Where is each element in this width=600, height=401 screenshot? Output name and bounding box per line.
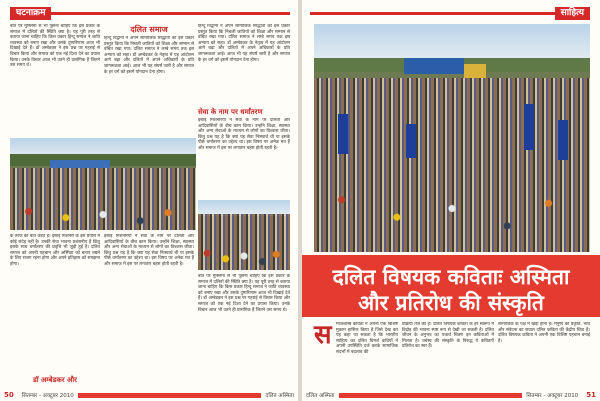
- section-tag-left: घटनाक्रम: [10, 7, 51, 20]
- right-body-col2-paragraph: प्रक्रिया तेज की है। दलित विषयक कविता के हर स्वरूप में विद्रोह की भावना स्पष्ट रूप से देखी जा सकती है। दलित जीवन के अनुभव का यथार्थ चित्रण इन कविताओं में मिलता है। वर्चस्व की संस्कृति के विरुद्ध ये कविताएँ प्रतिरोध का स्वर हैं।: [402, 322, 494, 350]
- footer-issue-right: सितम्बर - अक्टूबर 2010: [526, 393, 579, 399]
- rally-crowd-photo-left: [10, 138, 196, 230]
- left-col3-text: [198, 118, 290, 198]
- heading-seva-dharmantaran: सेवा के नाम पर धर्मांतरण: [198, 108, 263, 116]
- left-col3-paragraph: ईसाई मिशनरियों ने सेवा के नाम पर दलितों और आदिवासियों के बीच काम किया। उन्होंने शिक्षा, स्वास्थ्य और अन्य सेवाओं के माध्यम से लोगों का विश्वास जीता। किंतु प्रश्न यह है कि क्या यह सेवा निःस्वार्थ थी या इसके पीछे धर्मांतरण का उद्देश्य था। इस विषय पर अनेक मत हैं और समाज में इस पर लगातार बहस होती रहती है।: [198, 118, 290, 151]
- footer-issue-left: सितम्बर - अक्टूबर 2010: [21, 393, 74, 399]
- left-col1-paragraph: बात पर मुस्लिमों से भी पूछना चाहिए कि इस प्रकार के समाज में दलितों की स्थिति क्या है। यह पूरी तरह से बताया जाना चाहिए कि किस प्रकार हिन्दू समाज ने जाति व्यवस्था को बनाए रखा और उसके दुष्परिणाम आज भी दिखाई देते हैं। डॉ अम्बेडकर ने इस प्रश्न पर गहराई से विचार किया और समाज को एक नई दिशा देने का प्रयास किया। उनके विचार आज भी उतने ही प्रासंगिक हैं जितने उस समय थे।: [10, 24, 100, 69]
- article-title-block: [302, 255, 600, 317]
- right-body-col1-paragraph: माजशास्त्र कविता ने अपना एक विशिष्ट मुकाम हासिल किया है जिसे देख कर यह कहा जा सकता है कि भारतीय साहित्य का दलित विमर्श कवियों ने अपनी उपस्थिति दर्ज करके सामाजिक संदर्भों में बदलाव की: [336, 322, 398, 355]
- section-tag-right: साहित्य: [555, 7, 590, 20]
- page-number-right: 51: [586, 391, 596, 399]
- footer-label-left: दलित अस्मिता: [265, 393, 294, 399]
- left-bottom-col2-paragraph: ईसाई मिशनरियों ने सेवा के नाम पर दलितों और आदिवासियों के बीच काम किया। उन्होंने शिक्षा, स्वास्थ्य और अन्य सेवाओं के माध्यम से लोगों का विश्वास जीता। किंतु प्रश्न यह है कि क्या यह सेवा निःस्वार्थ थी या इसके पीछे धर्मांतरण का उद्देश्य था। इस विषय पर अनेक मत हैं और समाज में इस पर लगातार बहस होती रहती है।: [104, 234, 194, 267]
- right-body-col3-paragraph: सामाजिक के पक्ष में खड़ा होना है। मनुष्य की प्रकृति, भाव और संवेदना का सवाल दलित कविता की केंद्रीय चिंता है। दलित विषयक कविता ने अपनी एक विशिष्ट पहचान बनाई है।: [498, 322, 590, 344]
- rally-crowd-photo-small: [198, 200, 290, 270]
- right-page: [302, 0, 600, 401]
- left-bottom-col3-paragraph: बात पर मुस्लिमों से भी पूछना चाहिए कि इस प्रकार के समाज में दलितों की स्थिति क्या है। यह पूरी तरह से बताया जाना चाहिए कि किस प्रकार हिन्दू समाज ने जाति व्यवस्था को बनाए रखा और उसके दुष्परिणाम आज भी दिखाई देते हैं। डॉ अम्बेडकर ने इस प्रश्न पर गहराई से विचार किया और समाज को एक नई दिशा देने का प्रयास किया। उनके विचार आज भी उतने ही प्रासंगिक हैं जितने उस समय थे।: [198, 274, 290, 313]
- header-rule-right: [310, 12, 555, 15]
- right-body-col3: [498, 322, 590, 384]
- author-line: डॉ अम्बेडकर और: [32, 376, 78, 384]
- left-col3-upper-text: [198, 24, 290, 106]
- header-rule-left: [51, 12, 290, 15]
- heading-dalit-samaj: दलित समाज: [130, 25, 168, 34]
- right-footer: [302, 389, 600, 401]
- footer-label-right: दलित अस्मिता: [306, 393, 335, 399]
- rally-crowd-photo-right: [314, 24, 590, 252]
- left-page: [0, 0, 298, 401]
- right-body-col1: [336, 322, 398, 384]
- left-bottom-col2: [104, 234, 194, 382]
- right-body-col2: [402, 322, 494, 384]
- left-col3-upper-paragraph: हिन्दू विद्वानों ने अपने सामाजिक सिद्धांतों को इस प्रकार प्रस्तुत किया कि निचली जातियों को शिक्षा और सम्मान से वंचित रखा गया। दलित समाज ने लम्बे समय तक इस अन्याय को सहा। डॉ अम्बेडकर के नेतृत्व में यह आंदोलन आगे बढ़ा और दलितों में अपने अधिकारों के प्रति जागरूकता आई। आज भी यह संघर्ष जारी है और समाज के हर वर्ग को इसमें योगदान देना होगा।: [198, 24, 290, 63]
- article-title-line2: और प्रतिरोध की संस्कृति: [358, 291, 544, 315]
- right-header: [310, 6, 590, 20]
- article-title-line1: दलित विषयक कविताः अस्मिता: [332, 265, 570, 289]
- left-col1-text: [10, 24, 100, 136]
- left-footer: [0, 389, 298, 401]
- left-bottom-col3: [198, 274, 290, 382]
- drop-cap: स: [314, 320, 332, 350]
- left-bottom-col1: [10, 234, 100, 374]
- left-col2-text: [104, 36, 194, 136]
- left-bottom-col1-paragraph: के तरफ की बात करते हैं। ईसाई मिशनरी के इस प्रयास में कोई संदेह नहीं है। उनकी सेवा भावना प्रशंसनीय है किंतु इसके साथ धर्मांतरण की प्रवृत्ति भी जुड़ी हुई है। दलित समाज को अपनी पहचान और अस्मिता को बनाए रखने के लिए सजग रहना होगा और अपने इतिहास को समझना होगा।: [10, 234, 100, 267]
- page-number-left: 50: [4, 391, 14, 399]
- left-header: [10, 6, 290, 20]
- left-col2-paragraph: हिन्दू विद्वानों ने अपने सामाजिक सिद्धांतों को इस प्रकार प्रस्तुत किया कि निचली जातियों को शिक्षा और सम्मान से वंचित रखा गया। दलित समाज ने लम्बे समय तक इस अन्याय को सहा। डॉ अम्बेडकर के नेतृत्व में यह आंदोलन आगे बढ़ा और दलितों में अपने अधिकारों के प्रति जागरूकता आई। आज भी यह संघर्ष जारी है और समाज के हर वर्ग को इसमें योगदान देना होगा।: [104, 36, 194, 75]
